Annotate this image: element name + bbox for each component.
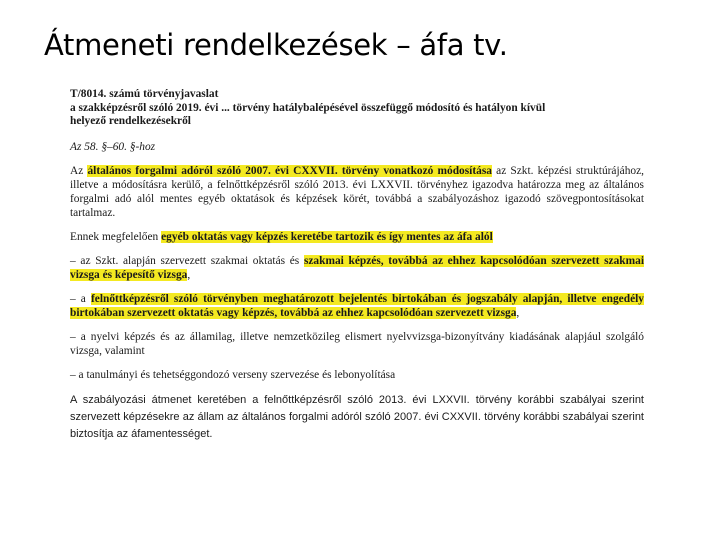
list-item-1 [70,254,644,282]
p1-text-pre: Az [70,164,88,177]
p2-highlight: egyéb oktatás vagy képzés keretébe tartozik és így mentes az áfa alól [161,230,493,243]
item1-text-post: , [187,268,191,281]
paragraph-2 [70,230,644,244]
bill-header [70,88,644,129]
item1-text-pre: – az Szkt. alapján szervezett szakmai oktatás és [70,254,304,267]
list-item-4: – a tanulmányi és tehetséggondozó verseny szervezése és lebonyolítása [70,368,396,381]
item2-text-pre: – a [70,292,91,305]
p2-text-pre: Ennek megfelelően [70,230,162,243]
item2-highlight: felnőttképzésről szóló törvényben meghatározott bejelentés birtokában és jogszabály alapján, illetve engedély birtokában szervezett oktatás vagy képzés, továbbá az ehhez kapcsolódóan szervezett vizsga [70,292,644,319]
list-item-3: – a nyelvi képzés és az államilag, illetve nemzetközileg elismert nyelvvizsga-bizonyítvány kiadásának alapjául szolgáló vizsga, valamint [70,330,644,357]
p1-highlight: általános forgalmi adóról szóló 2007. évi CXXVII. törvény vonatkozó módosítása [87,164,492,177]
item1-highlight: szakmai képzés, továbbá az ehhez kapcsolódóan szervezett szakmai vizsga és képesítő vizsga [70,254,644,281]
closing-paragraph: A szabályozási átmenet keretében a felnőttképzésről szóló 2013. évi LXXVII. törvény korábbi szabályai szerint szervezett képzésekre az állam az általános forgalmi adóról szóló 2007. évi CXXVII. törvény korábbi szabályai szerint biztosítja az áfamentességet. [70,393,644,440]
section-reference: Az 58. §–60. §-hoz [70,140,156,153]
bill-title-line-1: a szakképzésről szóló 2019. évi ... törvény hatálybalépésével összefüggő módosító és hatályon kívül [70,101,546,114]
item2-text-post: , [516,306,520,319]
paragraph-1 [70,164,644,220]
document-excerpt [70,88,644,443]
bill-number: T/8014. számú törvényjavaslat [70,88,219,100]
list-item-2 [70,292,644,320]
p1-text-post: az Szkt. képzési struktúrájához, illetve a módosításra kerülő, a felnőttképzésről szóló 2013. évi LXXVII. törvényhez igazodva határozza meg az általános forgalmi adó alól mentes egyéb oktatások és képzések körét, továbbá a szabályozáshoz igazodó szövegpontosításokat tartalmaz. [70,164,644,219]
bill-title-line-2: helyező rendelkezésekről [70,115,191,127]
slide-title: Átmeneti rendelkezések – áfa tv. [44,28,508,62]
